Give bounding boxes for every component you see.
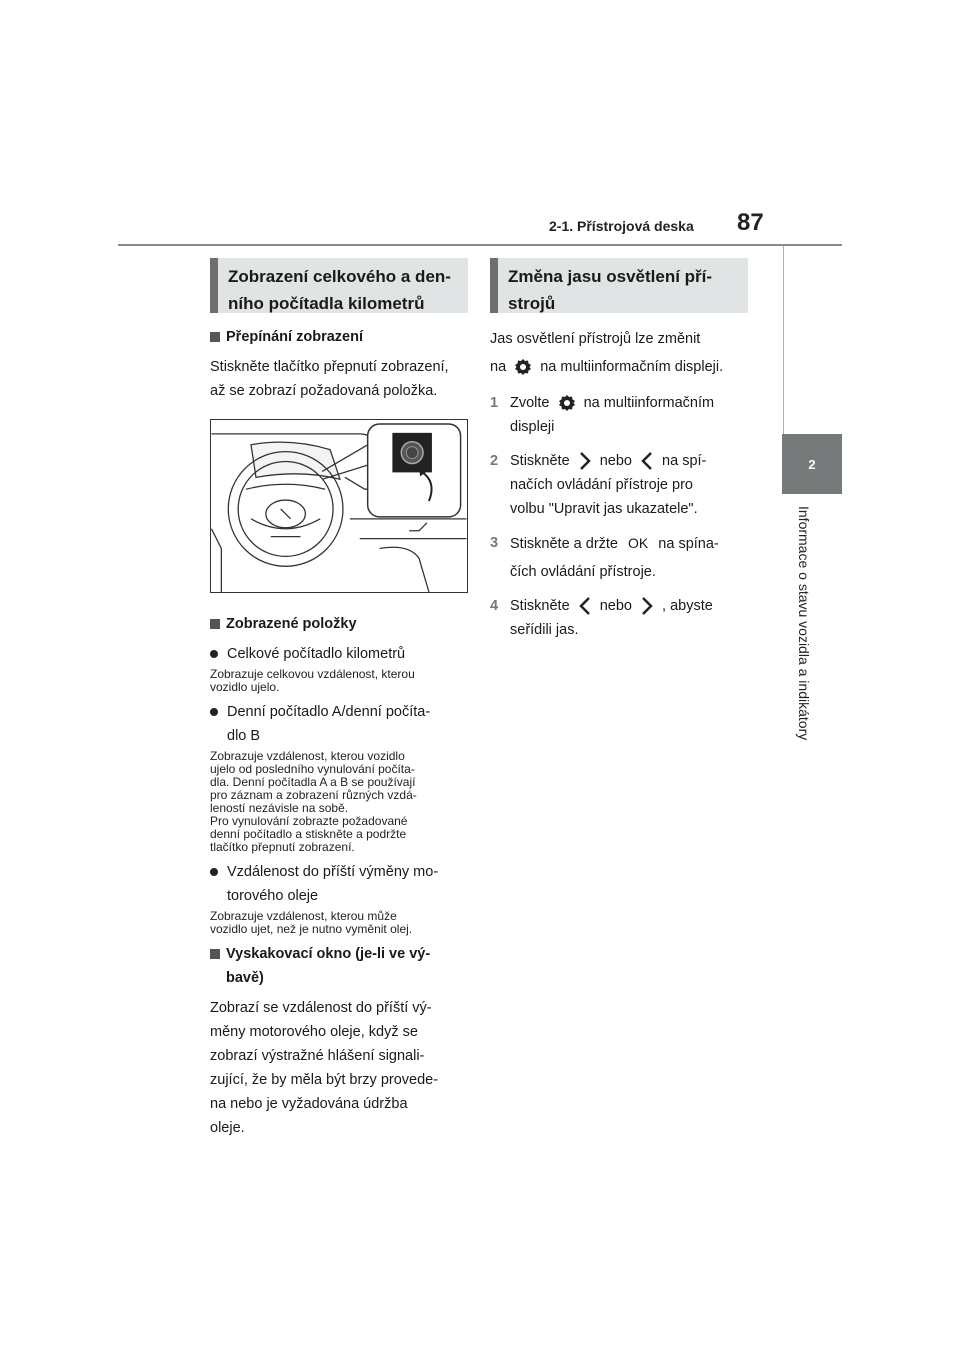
note-line: pro záznam a zobrazení různých vzdá-: [210, 788, 417, 802]
chevron-left-icon: [578, 596, 592, 616]
paragraph-line: až se zobrazí požadovaná položka.: [210, 383, 438, 399]
note-line: vozidlo ujelo.: [210, 680, 280, 694]
square-bullet-icon: [210, 949, 220, 959]
subheading-displayed-items: [210, 612, 468, 636]
list-item-label: Denní počítadlo A/denní počíta-: [227, 704, 431, 720]
section-title-line: strojů: [508, 294, 556, 313]
step-text: Zvolte: [510, 395, 550, 411]
page-number: 87: [737, 209, 764, 236]
dashboard-illustration: [210, 419, 468, 593]
list-item-label: torového oleje: [227, 888, 319, 904]
step-4: [490, 594, 748, 642]
intro-paragraph: [490, 325, 748, 381]
note-line: Zobrazuje vzdálenost, kterou vozidlo: [210, 749, 405, 763]
running-header-section: 2-1. Přístrojová deska: [549, 218, 694, 234]
step-number: 1: [490, 395, 499, 411]
header-divider: [118, 244, 842, 246]
chevron-left-icon: [640, 451, 654, 471]
note-line: ujelo od posledního vynulování počíta-: [210, 762, 415, 776]
note-line: tlačítko přepnutí zobrazení.: [210, 840, 355, 854]
step-text: , abyste: [662, 598, 713, 614]
square-bullet-icon: [210, 619, 220, 629]
section-title-line: ního počítadla kilometrů: [228, 294, 425, 313]
chapter-tab[interactable]: 2: [782, 434, 842, 494]
list-item: [210, 642, 468, 666]
step-text: nebo: [599, 598, 632, 614]
paragraph-line: Zobrazí se vzdálenost do příští vý-: [210, 1000, 432, 1016]
note-line: dla. Denní počítadla A a B se používají: [210, 775, 416, 789]
gear-icon: [514, 358, 532, 376]
note-line: Pro vynulování zobrazte požadované: [210, 814, 408, 828]
paragraph-line: Jas osvětlení přístrojů lze změnit: [490, 331, 701, 347]
bullet-icon: [210, 708, 218, 716]
note-line: Zobrazuje celkovou vzdálenost, kterou: [210, 667, 415, 681]
list-item: [210, 700, 468, 748]
step-text: displeji: [510, 419, 555, 435]
paragraph: [210, 355, 468, 403]
bullet-icon: [210, 868, 218, 876]
step-3: [490, 531, 748, 584]
step-number: 4: [490, 598, 499, 614]
step-text: na spína-: [658, 536, 719, 552]
subheading-text: Vyskakovací okno (je-li ve vý-: [226, 946, 431, 962]
section-title-odometer: [210, 258, 468, 313]
list-item-label: dlo B: [227, 728, 261, 744]
step-text: Stiskněte a držte: [510, 536, 618, 552]
step-number: 3: [490, 535, 499, 551]
list-item-label: Celkové počítadlo kilometrů: [227, 646, 406, 662]
bullet-icon: [210, 650, 218, 658]
list-item-note: [210, 910, 468, 936]
step-text: seřídili jas.: [510, 622, 579, 638]
paragraph-line: [490, 353, 748, 381]
step-text: Stiskněte: [510, 598, 570, 614]
paragraph-line: Stiskněte tlačítko přepnutí zobrazení,: [210, 359, 449, 375]
right-column: [490, 258, 748, 642]
step-text: čích ovládání přístroje.: [510, 564, 656, 580]
chapter-title: Informace o stavu vozidla a indikátory: [796, 506, 812, 741]
chevron-right-icon: [578, 451, 592, 471]
chevron-right-icon: [640, 596, 654, 616]
square-bullet-icon: [210, 332, 220, 342]
paragraph-line: měny motorového oleje, když se: [210, 1024, 418, 1040]
step-text: nebo: [599, 453, 632, 469]
step-text: volbu "Upravit jas ukazatele".: [510, 501, 698, 517]
note-line: leností nezávisle na sobě.: [210, 801, 349, 815]
section-title-line: Zobrazení celkového a den-: [228, 267, 451, 286]
paragraph-line: zující, že by měla být brzy provede-: [210, 1072, 439, 1088]
note-line: Zobrazuje vzdálenost, kterou může: [210, 909, 397, 923]
paragraph-line: oleje.: [210, 1120, 245, 1136]
subheading-switch-display: [210, 325, 468, 349]
inline-text: na multiinformačním displeji.: [540, 359, 724, 375]
subheading-text: bavě): [226, 970, 264, 986]
step-2: [490, 449, 748, 521]
inline-text: na: [490, 359, 507, 375]
step-text: Stiskněte: [510, 453, 570, 469]
step-text: na spí-: [662, 453, 707, 469]
note-line: vozidlo ujet, než je nutno vyměnit olej.: [210, 922, 413, 936]
chapter-divider: [783, 246, 784, 434]
list-item-note: [210, 668, 468, 694]
list-item-label: Vzdálenost do příští výměny mo-: [227, 864, 439, 880]
ok-button-glyph: OK: [628, 535, 649, 551]
subheading-text: Přepínání zobrazení: [226, 329, 363, 345]
subheading-text: Zobrazené položky: [226, 616, 357, 632]
step-text: načích ovládání přístroje pro: [510, 477, 693, 493]
paragraph: [210, 996, 468, 1140]
list-item: [210, 860, 468, 908]
paragraph-line: zobrazí výstražné hlášení signali-: [210, 1048, 425, 1064]
subheading-popup: [210, 942, 468, 990]
gear-icon: [558, 394, 576, 412]
step-1: [490, 391, 748, 439]
paragraph-line: na nebo je vyžadována údržba: [210, 1096, 408, 1112]
list-item-note: [210, 750, 468, 854]
left-column: [210, 258, 468, 1146]
step-number: 2: [490, 453, 499, 469]
step-text: na multiinformačním: [583, 395, 715, 411]
section-title-brightness: [490, 258, 748, 313]
section-title-line: Změna jasu osvětlení pří-: [508, 267, 713, 286]
note-line: denní počítadlo a stiskněte a podržte: [210, 827, 407, 841]
